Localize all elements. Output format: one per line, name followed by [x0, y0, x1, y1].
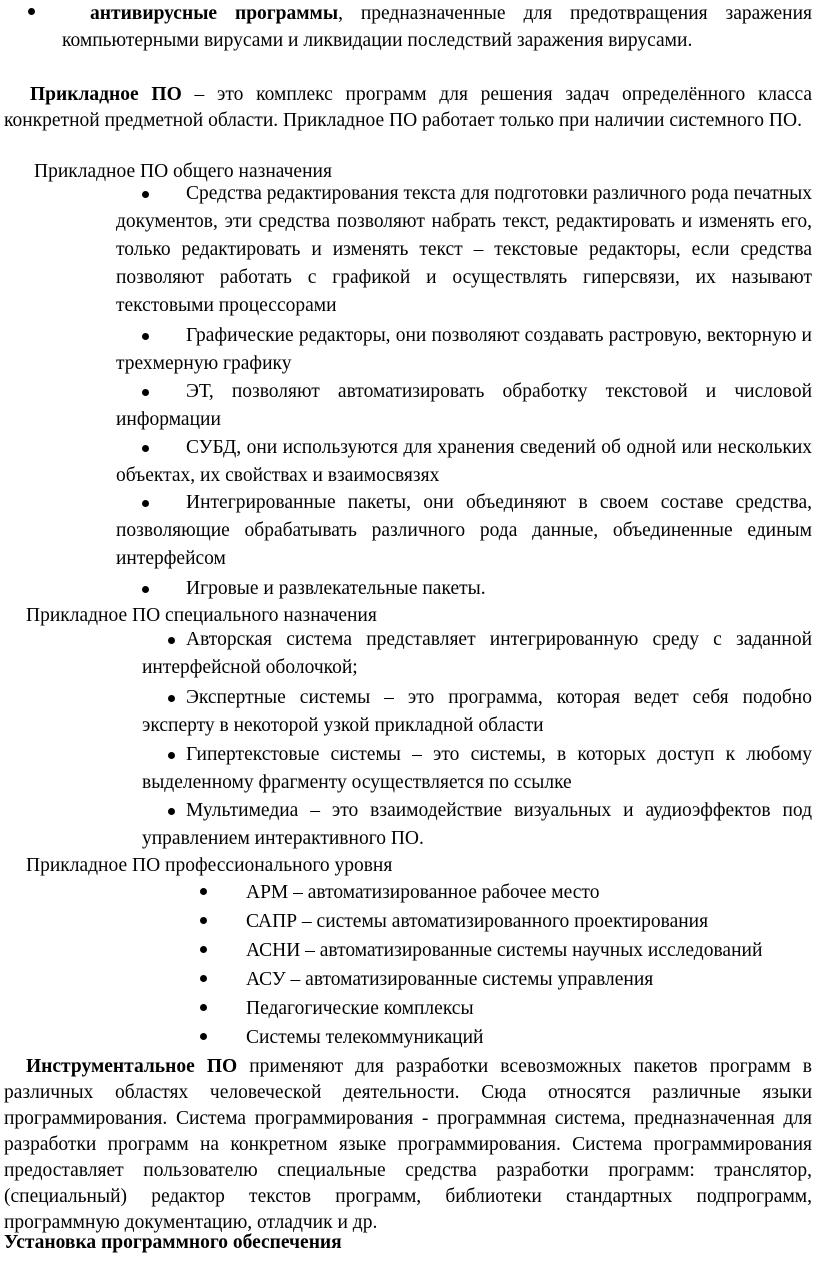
general-purpose-title: Прикладное ПО общего назначения: [34, 161, 332, 182]
list-item: АСНИ – автоматизированные системы научных исследований: [200, 938, 762, 964]
applied-software-text: – это комплекс программ для решения задач определённого класса конкретной предметной области. Прикладное ПО работает только при наличии системного ПО.: [4, 84, 813, 131]
list-item: Средства редактирования текста для подготовки различного рода печатных документов, эти средства позволяют набрать текст, редактировать и изменять его, только редактировать и изменять текст – текстовые редакторы, если средства позволяют работать с графикой и осуществлять гиперсвязи, их называют текстовыми процессорами: [116, 183, 812, 316]
applied-software-paragraph: [4, 82, 812, 134]
bullet-icon: [200, 946, 207, 953]
bullet-icon: [200, 975, 207, 982]
list-item: СУБД, они используются для хранения сведений об одной или нескольких объектах, их свойствах и взаимосвязях: [116, 437, 812, 486]
list-item: Интегрированные пакеты, они объединяют в своем составе средства, позволяющие обрабатывать различного рода данные, объединенные единым интерфейсом: [116, 492, 812, 569]
bullet-icon: [168, 695, 175, 702]
antivirus-bullet: [62, 0, 812, 54]
bullet-icon: [142, 333, 149, 340]
bullet-icon: [28, 8, 35, 15]
professional-level-title: Прикладное ПО профессионального уровня: [26, 855, 393, 876]
bullet-icon: [142, 389, 149, 396]
bullet-icon: [142, 445, 149, 452]
list-item: Педагогические комплексы: [200, 996, 474, 1022]
bullet-icon: [168, 637, 175, 644]
list-item: Авторская система представляет интегрированную среду с заданной интерфейсной оболочкой;: [142, 629, 812, 678]
list-item: АСУ – автоматизированные системы управления: [200, 967, 653, 993]
list-item: Графические редакторы, они позволяют создавать растровую, векторную и трехмерную графику: [116, 325, 812, 374]
special-purpose-title: Прикладное ПО специального назначения: [26, 605, 377, 626]
list-item: Системы телекоммуникаций: [200, 1025, 483, 1051]
bullet-icon: [168, 752, 175, 759]
list-item: Мультимедиа – это взаимодействие визуальных и аудиоэффектов под управлением интерактивного ПО.: [142, 800, 812, 849]
antivirus-text: , предназначенные для предотвращения заражения компьютерными вирусами и ликвидации последствий заражения вирусами.: [62, 3, 812, 51]
bullet-icon: [200, 888, 207, 895]
antivirus-term: антивирусные программы: [90, 3, 339, 24]
bullet-icon: [142, 586, 149, 593]
tools-paragraph: [4, 1054, 812, 1236]
bullet-icon: [200, 1033, 207, 1040]
list-item: Экспертные системы – это программа, которая ведет себя подобно эксперту в некоторой узкой прикладной области: [142, 687, 812, 736]
bullet-icon: [200, 1004, 207, 1011]
applied-software-term: Прикладное ПО: [30, 84, 182, 105]
bullet-icon: [142, 500, 149, 507]
tools-term: Инструментальное ПО: [26, 1056, 238, 1077]
tools-text: применяют для разработки всевозможных пакетов программ в различных областях человеческой деятельности. Сюда относятся различные языки программирования. Система программирования - программная система, предназначенная для разработки программ на конкретном языке программирования. Система программирования предоставляет пользователю специальные средства разработки программ: транслятор, (специальный) редактор текстов программ, библиотеки стандартных подпрограмм, программную документацию, отладчик и др.: [4, 1056, 812, 1233]
list-item: Игровые и развлекательные пакеты.: [116, 575, 812, 603]
install-heading: Установка программного обеспечения: [4, 1232, 342, 1253]
list-item: АРМ – автоматизированное рабочее место: [200, 880, 599, 906]
bullet-icon: [200, 917, 207, 924]
list-item: Гипертекстовые системы – это системы, в которых доступ к любому выделенному фрагменту осуществляется по ссылке: [142, 744, 812, 793]
bullet-icon: [168, 808, 175, 815]
bullet-icon: [142, 191, 149, 198]
list-item: САПР – системы автоматизированного проектирования: [200, 909, 708, 935]
list-item: ЭТ, позволяют автоматизировать обработку текстовой и числовой информации: [116, 381, 812, 430]
